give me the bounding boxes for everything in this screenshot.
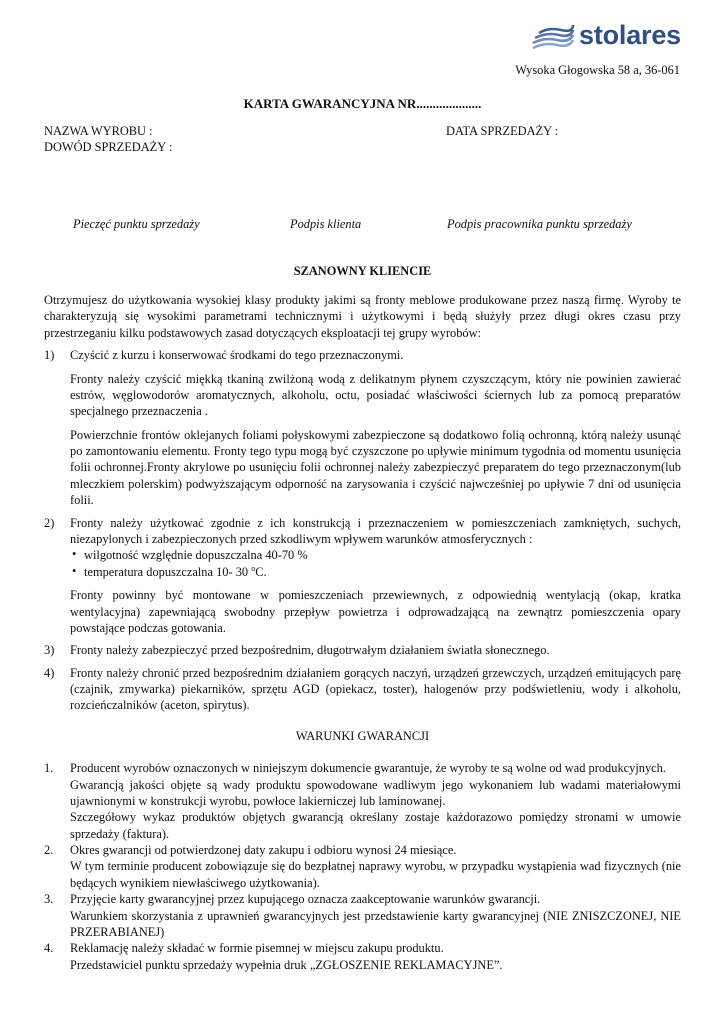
sale-fields [44,123,684,156]
care-item-number: 1) [44,348,55,363]
warranty-heading: WARUNKI GWARANCJI [295,728,430,743]
company-logo [531,18,681,54]
care-item-lead: Czyścić z kurzu i konserwować środkami do tego przeznaczonymi. [70,348,404,363]
care-item-lead: Fronty należy zabezpieczyć przed bezpośrednim, długotrwałym działaniem światła słonecznego. [70,643,550,658]
conditions-list [70,547,681,580]
warranty-item-number: 3. [44,892,54,907]
intro-paragraph: Otrzymujesz do użytkowania wysokiej klasy produkty jakimi są fronty meblowe produkowane przez naszą firmę. Wyroby te charakteryzują się wysokimi parametrami technicznymi i użytkowymi i będą służyły przez długi okres czasu przy przestrzeganiu kilku podstawowych zasad dotyczących eksploatacji tej grupy wyrobów: [44,293,681,340]
care-item-paragraph: Fronty należy czyścić miękką tkaniną zwilżoną wodą z delikatnym płynem czyszczącym, który nie powinien zawierać estrów, węglowodorów aromatycznych, alkoholu, octu, posiadać właściwości ściernych lub za pomocą preparatów specjalnego przeznaczenia . [70,371,681,419]
warranty-text: Okres gwarancji od potwierdzonej daty zakupu i odbioru wynosi 24 miesiące. [70,843,457,857]
client-signature-label: Podpis klienta [290,217,362,231]
care-item-paragraph: Powierzchnie frontów oklejanych foliami połyskowymi zabezpieczone są dodatkowo folią ochronną, którą należy usunąć po zamontowaniu elementu. Fronty tego typu mogą być czyszczone po upływie minimum tygodnia od momentu usunięcia folii ochronnej.Fronty akrylowe po usunięciu folii ochronnej należy zabezpieczyć preparatem do tego przeznaczonym(lub mleczkiem polerskim) podwyższającym odporność na zarysowania i czyścić najwcześniej po upływie 7 dni od usunięcia folii. [70,427,681,508]
stamp-signature-label: Pieczęć punktu sprzedaży [73,217,200,231]
company-address: Wysoka Głogowska 58 a, 36-061 [515,63,680,77]
care-item-lead: Fronty należy chronić przed bezpośrednim działaniem gorących naczyń, urządzeń grzewczych, urządzeń emitujących parę (czajnik, zmywarka) piekarników, sprzętu AGD (opiekacz, toster), halogenów przy podświetleniu, wody i alkoholu, rozcieńczalników (aceton, spirytus). [70,665,681,713]
warranty-item-2 [44,842,681,891]
care-item-number: 3) [44,643,55,658]
sale-date-label: DATA SPRZEDAŻY : [446,124,559,138]
warranty-text: Przedstawiciel punktu sprzedaży wypełnia druk „ZGŁOSZENIE REKLAMACYJNE”. [70,957,503,972]
warranty-text: Reklamację należy składać w formie pisemnej w miejscu zakupu produktu. [70,941,444,956]
warranty-text: Gwarancją jakości objęte są wady produktu spowodowane wadliwym jego wykonaniem lub wadami materiałowymi ujawnionymi w konstrukcji wyrobu, powłoce lakierniczej lub laminowanej. [70,777,681,808]
warranty-text: Przyjęcie karty gwarancyjnej przez kupującego oznacza zaakceptowanie warunków gwarancji. [70,892,541,907]
care-item-1 [44,347,681,508]
care-item-2 [44,515,681,637]
care-item-number: 2) [44,515,55,530]
warranty-item-number: 1. [44,761,54,776]
temperature-bullet: • temperatura dopuszczalna 10- 30 $^o$C. [70,564,681,581]
warranty-text: Producent wyrobów oznaczonych w niniejszym dokumencie gwarantuje, że wyroby te są wolne od wad produkcyjnych. [70,761,666,776]
employee-signature-label: Podpis pracownika punktu sprzedaży [447,217,632,231]
care-item-4 [44,665,681,714]
care-item-3 [44,642,681,658]
logo-text: stolares [579,20,681,50]
document-body [44,292,681,973]
greeting-heading: SZANOWNY KLIENCIE [293,264,432,278]
care-item-number: 4) [44,665,55,680]
warranty-text: Warunkiem skorzystania z uprawnień gwarancyjnych jest przedstawienie karty gwarancyjnej (NIE ZNISZCZONEJ, NIE PRZERABIANEJ) [70,908,681,939]
warranty-item-number: 2. [44,843,54,857]
wave-logo-icon [531,21,575,51]
warranty-item-3 [44,891,681,940]
warranty-item-4 [44,940,681,973]
warranty-text: W tym terminie producent zobowiązuje się do bezpłatnej naprawy wyrobu, w przypadku wystąpienia wad fizycznych (nie będących wynikiem niewłaściwego użytkowania). [70,859,681,890]
humidity-bullet: • wilgotność względnie dopuszczalna 40-70 % [70,547,681,563]
page-title: KARTA GWARANCYJNA NR.................... [243,96,482,111]
proof-of-sale-label: DOWÓD SPRZEDAŻY : [44,140,173,155]
warranty-item-1 [44,760,681,842]
product-name-label: NAZWA WYROBU : [44,124,153,138]
care-item-paragraph: Fronty powinny być montowane w pomieszczeniach przewiewnych, z odpowiednią wentylacją (okap, kratka wentylacyjna) zapewniającą swobodny przepływ powietrza i odprowadzającą na zewnątrz pomieszczenia opary powstające podczas gotowania. [70,588,681,635]
care-item-lead: Fronty należy użytkować zgodnie z ich konstrukcją i przeznaczeniem w pomieszczeniach zamkniętych, suchych, niezapylonych i zabezpieczonych przed szkodliwym wpływem warunków atmosferycznych : [70,515,681,546]
warranty-item-number: 4. [44,941,54,956]
warranty-text: Szczegółowy wykaz produktów objętych gwarancją określany zostaje każdorazowo pomiędzy stronami w umowie sprzedaży (faktura). [70,810,681,841]
